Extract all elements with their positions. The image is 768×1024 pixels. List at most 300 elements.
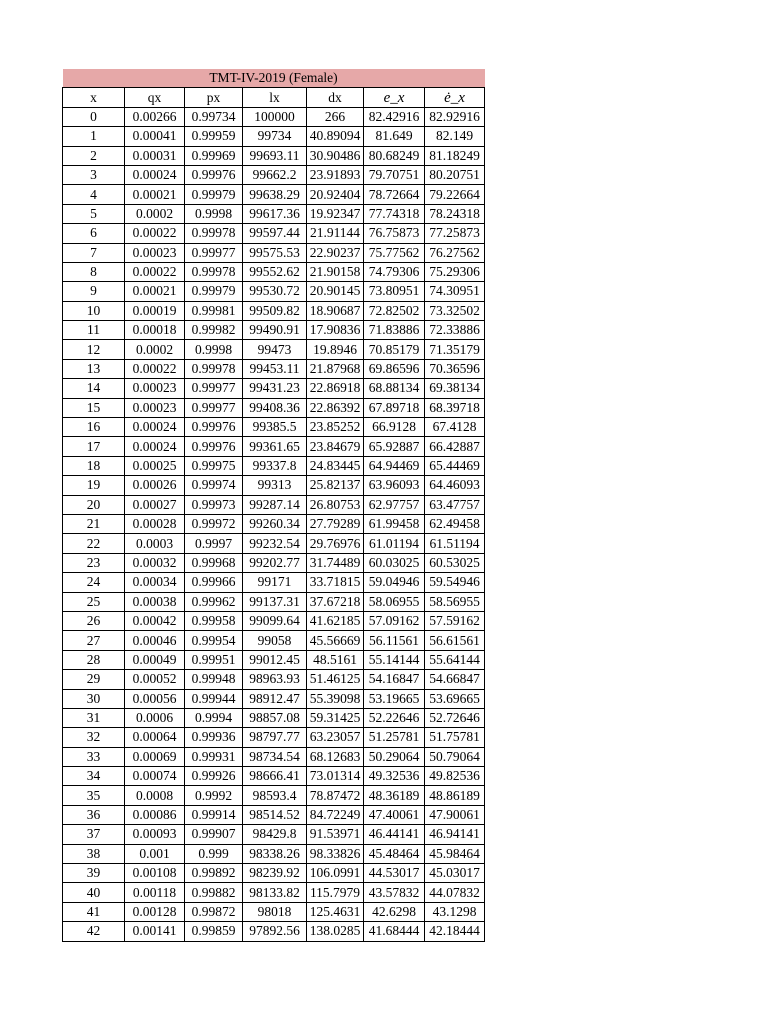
table-cell: 30.90486 bbox=[307, 146, 364, 165]
table-cell: 0.99976 bbox=[185, 418, 243, 437]
table-cell: 0.00086 bbox=[125, 805, 185, 824]
table-cell: 55.14144 bbox=[364, 650, 425, 669]
table-cell: 48.86189 bbox=[425, 786, 485, 805]
table-cell: 99509.82 bbox=[243, 301, 307, 320]
table-cell: 115.7979 bbox=[307, 883, 364, 902]
table-cell: 7 bbox=[63, 243, 125, 262]
table-cell: 0.0006 bbox=[125, 708, 185, 727]
table-cell: 12 bbox=[63, 340, 125, 359]
table-cell: 51.46125 bbox=[307, 670, 364, 689]
table-cell: 66.42887 bbox=[425, 437, 485, 456]
table-cell: 43.1298 bbox=[425, 902, 485, 921]
table-cell: 0.99966 bbox=[185, 573, 243, 592]
table-cell: 0.99975 bbox=[185, 456, 243, 475]
table-body bbox=[63, 107, 485, 941]
table-cell: 45.98464 bbox=[425, 844, 485, 863]
table-cell: 0.00022 bbox=[125, 224, 185, 243]
table-cell: 98239.92 bbox=[243, 864, 307, 883]
table-cell: 0.9992 bbox=[185, 786, 243, 805]
table-cell: 0.99882 bbox=[185, 883, 243, 902]
table-cell: 14 bbox=[63, 379, 125, 398]
table-cell: 30 bbox=[63, 689, 125, 708]
table-cell: 0.99948 bbox=[185, 670, 243, 689]
table-cell: 34 bbox=[63, 767, 125, 786]
table-cell: 45.56669 bbox=[307, 631, 364, 650]
table-cell: 0.99979 bbox=[185, 282, 243, 301]
table-row bbox=[63, 301, 485, 320]
table-cell: 49.82536 bbox=[425, 767, 485, 786]
table-cell: 46.44141 bbox=[364, 825, 425, 844]
table-cell: 0.00049 bbox=[125, 650, 185, 669]
table-cell: 99575.53 bbox=[243, 243, 307, 262]
table-row bbox=[63, 573, 485, 592]
table-cell: 0.9998 bbox=[185, 340, 243, 359]
table-cell: 44.07832 bbox=[425, 883, 485, 902]
table-cell: 0.999 bbox=[185, 844, 243, 863]
table-cell: 0.99977 bbox=[185, 243, 243, 262]
table-cell: 22.90237 bbox=[307, 243, 364, 262]
table-cell: 0.99914 bbox=[185, 805, 243, 824]
table-cell: 19.92347 bbox=[307, 204, 364, 223]
table-cell: 99617.36 bbox=[243, 204, 307, 223]
table-cell: 0.00141 bbox=[125, 922, 185, 941]
table-cell: 0.00024 bbox=[125, 437, 185, 456]
table-cell: 0.0008 bbox=[125, 786, 185, 805]
table-cell: 0.00064 bbox=[125, 728, 185, 747]
table-cell: 71.83886 bbox=[364, 321, 425, 340]
table-cell: 71.35179 bbox=[425, 340, 485, 359]
table-cell: 99385.5 bbox=[243, 418, 307, 437]
table-cell: 0.00266 bbox=[125, 107, 185, 126]
table-cell: 45.48464 bbox=[364, 844, 425, 863]
table-cell: 23.91893 bbox=[307, 165, 364, 184]
table-cell: 63.47757 bbox=[425, 495, 485, 514]
table-cell: 98429.8 bbox=[243, 825, 307, 844]
table-cell: 40 bbox=[63, 883, 125, 902]
table-cell: 44.53017 bbox=[364, 864, 425, 883]
table-cell: 70.36596 bbox=[425, 359, 485, 378]
table-cell: 99473 bbox=[243, 340, 307, 359]
table-cell: 50.79064 bbox=[425, 747, 485, 766]
table-cell: 98338.26 bbox=[243, 844, 307, 863]
table-cell: 59.31425 bbox=[307, 708, 364, 727]
table-cell: 0.00069 bbox=[125, 747, 185, 766]
table-cell: 0.99859 bbox=[185, 922, 243, 941]
table-cell: 99337.8 bbox=[243, 456, 307, 475]
table-cell: 68.88134 bbox=[364, 379, 425, 398]
table-cell: 0.99979 bbox=[185, 185, 243, 204]
table-cell: 3 bbox=[63, 165, 125, 184]
table-cell: 0.00022 bbox=[125, 359, 185, 378]
table-cell: 0.99907 bbox=[185, 825, 243, 844]
table-title: TMT-IV-2019 (Female) bbox=[63, 69, 485, 88]
table-cell: 79.22664 bbox=[425, 185, 485, 204]
table-cell: 51.25781 bbox=[364, 728, 425, 747]
table-cell: 23.85252 bbox=[307, 418, 364, 437]
table-cell: 31 bbox=[63, 708, 125, 727]
table-row bbox=[63, 864, 485, 883]
table-row bbox=[63, 805, 485, 824]
table-cell: 67.89718 bbox=[364, 398, 425, 417]
table-row bbox=[63, 747, 485, 766]
table-cell: 98593.4 bbox=[243, 786, 307, 805]
table-row bbox=[63, 786, 485, 805]
table-cell: 99490.91 bbox=[243, 321, 307, 340]
table-cell: 0.00022 bbox=[125, 262, 185, 281]
table-cell: 0.0002 bbox=[125, 204, 185, 223]
table-cell: 63.96093 bbox=[364, 476, 425, 495]
table-cell: 25.82137 bbox=[307, 476, 364, 495]
table-cell: 63.23057 bbox=[307, 728, 364, 747]
table-cell: 29 bbox=[63, 670, 125, 689]
table-cell: 25 bbox=[63, 592, 125, 611]
table-row bbox=[63, 204, 485, 223]
table-cell: 266 bbox=[307, 107, 364, 126]
table-row bbox=[63, 418, 485, 437]
table-cell: 98797.77 bbox=[243, 728, 307, 747]
table-cell: 22.86392 bbox=[307, 398, 364, 417]
table-cell: 99171 bbox=[243, 573, 307, 592]
table-cell: 138.0285 bbox=[307, 922, 364, 941]
table-cell: 4 bbox=[63, 185, 125, 204]
table-cell: 0.9998 bbox=[185, 204, 243, 223]
col-qx-header: qx bbox=[125, 88, 185, 107]
table-cell: 54.16847 bbox=[364, 670, 425, 689]
table-cell: 0.00074 bbox=[125, 767, 185, 786]
table-cell: 21.91144 bbox=[307, 224, 364, 243]
table-cell: 18.90687 bbox=[307, 301, 364, 320]
table-cell: 0.0003 bbox=[125, 534, 185, 553]
table-row bbox=[63, 767, 485, 786]
table-cell: 0.99962 bbox=[185, 592, 243, 611]
table-row bbox=[63, 534, 485, 553]
table-row bbox=[63, 340, 485, 359]
table-cell: 9 bbox=[63, 282, 125, 301]
table-cell: 27.79289 bbox=[307, 514, 364, 533]
table-cell: 40.89094 bbox=[307, 127, 364, 146]
table-cell: 0.001 bbox=[125, 844, 185, 863]
table-cell: 99012.45 bbox=[243, 650, 307, 669]
table-cell: 0.99977 bbox=[185, 398, 243, 417]
col-lx-header: lx bbox=[243, 88, 307, 107]
table-row bbox=[63, 631, 485, 650]
table-row bbox=[63, 670, 485, 689]
table-cell: 0.99976 bbox=[185, 437, 243, 456]
table-cell: 0.00028 bbox=[125, 514, 185, 533]
table-cell: 55.39098 bbox=[307, 689, 364, 708]
table-cell: 78.72664 bbox=[364, 185, 425, 204]
table-cell: 45.03017 bbox=[425, 864, 485, 883]
table-cell: 0.99982 bbox=[185, 321, 243, 340]
table-cell: 0.00019 bbox=[125, 301, 185, 320]
table-cell: 17 bbox=[63, 437, 125, 456]
table-cell: 99431.23 bbox=[243, 379, 307, 398]
table-cell: 23 bbox=[63, 553, 125, 572]
table-cell: 0.99892 bbox=[185, 864, 243, 883]
table-row bbox=[63, 476, 485, 495]
table-cell: 100000 bbox=[243, 107, 307, 126]
table-row bbox=[63, 359, 485, 378]
table-cell: 80.68249 bbox=[364, 146, 425, 165]
table-cell: 28 bbox=[63, 650, 125, 669]
table-cell: 99099.64 bbox=[243, 611, 307, 630]
table-cell: 82.92916 bbox=[425, 107, 485, 126]
table-cell: 47.90061 bbox=[425, 805, 485, 824]
table-cell: 76.27562 bbox=[425, 243, 485, 262]
table-cell: 61.51194 bbox=[425, 534, 485, 553]
table-cell: 73.80951 bbox=[364, 282, 425, 301]
table-cell: 99408.36 bbox=[243, 398, 307, 417]
table-cell: 11 bbox=[63, 321, 125, 340]
table-cell: 99058 bbox=[243, 631, 307, 650]
table-cell: 0.99936 bbox=[185, 728, 243, 747]
table-cell: 99662.2 bbox=[243, 165, 307, 184]
table-row bbox=[63, 650, 485, 669]
table-cell: 0.00128 bbox=[125, 902, 185, 921]
table-cell: 75.77562 bbox=[364, 243, 425, 262]
table-row bbox=[63, 224, 485, 243]
table-cell: 56.11561 bbox=[364, 631, 425, 650]
table-cell: 98734.54 bbox=[243, 747, 307, 766]
table-cell: 66.9128 bbox=[364, 418, 425, 437]
table-cell: 0.00108 bbox=[125, 864, 185, 883]
table-cell: 53.19665 bbox=[364, 689, 425, 708]
table-cell: 91.53971 bbox=[307, 825, 364, 844]
table-cell: 21.87968 bbox=[307, 359, 364, 378]
col-x-header: x bbox=[63, 88, 125, 107]
table-cell: 0.00021 bbox=[125, 185, 185, 204]
table-cell: 0.00023 bbox=[125, 398, 185, 417]
table-cell: 0.99972 bbox=[185, 514, 243, 533]
table-cell: 23.84679 bbox=[307, 437, 364, 456]
table-row bbox=[63, 398, 485, 417]
table-cell: 0.99978 bbox=[185, 359, 243, 378]
table-cell: 74.30951 bbox=[425, 282, 485, 301]
table-cell: 99530.72 bbox=[243, 282, 307, 301]
table-cell: 5 bbox=[63, 204, 125, 223]
table-cell: 0.99954 bbox=[185, 631, 243, 650]
table-cell: 60.03025 bbox=[364, 553, 425, 572]
table-cell: 98666.41 bbox=[243, 767, 307, 786]
table-cell: 41.68444 bbox=[364, 922, 425, 941]
table-cell: 0.99978 bbox=[185, 224, 243, 243]
table-cell: 99453.11 bbox=[243, 359, 307, 378]
table-cell: 24 bbox=[63, 573, 125, 592]
table-cell: 78.24318 bbox=[425, 204, 485, 223]
table-cell: 49.32536 bbox=[364, 767, 425, 786]
table-cell: 0.99944 bbox=[185, 689, 243, 708]
table-cell: 17.90836 bbox=[307, 321, 364, 340]
table-cell: 80.20751 bbox=[425, 165, 485, 184]
table-cell: 0.00118 bbox=[125, 883, 185, 902]
table-cell: 0.99969 bbox=[185, 146, 243, 165]
table-cell: 35 bbox=[63, 786, 125, 805]
table-cell: 55.64144 bbox=[425, 650, 485, 669]
table-cell: 0.0002 bbox=[125, 340, 185, 359]
table-cell: 74.79306 bbox=[364, 262, 425, 281]
table-cell: 0.00024 bbox=[125, 165, 185, 184]
table-row bbox=[63, 456, 485, 475]
table-cell: 0.9994 bbox=[185, 708, 243, 727]
col-ex-dot-header: ė_x bbox=[425, 88, 485, 107]
table-cell: 65.92887 bbox=[364, 437, 425, 456]
table-cell: 98857.08 bbox=[243, 708, 307, 727]
table-cell: 81.18249 bbox=[425, 146, 485, 165]
table-row bbox=[63, 902, 485, 921]
table-cell: 99638.29 bbox=[243, 185, 307, 204]
table-cell: 98963.93 bbox=[243, 670, 307, 689]
table-cell: 22 bbox=[63, 534, 125, 553]
table-cell: 82.42916 bbox=[364, 107, 425, 126]
table-cell: 37.67218 bbox=[307, 592, 364, 611]
table-cell: 0.00032 bbox=[125, 553, 185, 572]
table-cell: 99734 bbox=[243, 127, 307, 146]
table-cell: 50.29064 bbox=[364, 747, 425, 766]
table-cell: 41.62185 bbox=[307, 611, 364, 630]
table-cell: 0.99959 bbox=[185, 127, 243, 146]
table-cell: 21.90158 bbox=[307, 262, 364, 281]
table-cell: 0.00042 bbox=[125, 611, 185, 630]
table-cell: 77.74318 bbox=[364, 204, 425, 223]
table-row bbox=[63, 185, 485, 204]
table-cell: 0.99951 bbox=[185, 650, 243, 669]
table-cell: 20.92404 bbox=[307, 185, 364, 204]
table-row bbox=[63, 243, 485, 262]
table-cell: 62.49458 bbox=[425, 514, 485, 533]
table-row bbox=[63, 262, 485, 281]
table-cell: 61.99458 bbox=[364, 514, 425, 533]
table-cell: 41 bbox=[63, 902, 125, 921]
table-cell: 99232.54 bbox=[243, 534, 307, 553]
table-cell: 0 bbox=[63, 107, 125, 126]
table-cell: 53.69665 bbox=[425, 689, 485, 708]
table-cell: 81.649 bbox=[364, 127, 425, 146]
table-cell: 72.82502 bbox=[364, 301, 425, 320]
table-cell: 75.29306 bbox=[425, 262, 485, 281]
table-cell: 84.72249 bbox=[307, 805, 364, 824]
table-cell: 97892.56 bbox=[243, 922, 307, 941]
table-cell: 64.94469 bbox=[364, 456, 425, 475]
table-cell: 33 bbox=[63, 747, 125, 766]
table-cell: 69.38134 bbox=[425, 379, 485, 398]
table-cell: 33.71815 bbox=[307, 573, 364, 592]
table-cell: 0.99958 bbox=[185, 611, 243, 630]
table-row bbox=[63, 844, 485, 863]
table-cell: 54.66847 bbox=[425, 670, 485, 689]
table-cell: 32 bbox=[63, 728, 125, 747]
table-cell: 42.18444 bbox=[425, 922, 485, 941]
table-cell: 0.00056 bbox=[125, 689, 185, 708]
table-cell: 125.4631 bbox=[307, 902, 364, 921]
table-cell: 18 bbox=[63, 456, 125, 475]
table-cell: 46.94141 bbox=[425, 825, 485, 844]
table-cell: 48.5161 bbox=[307, 650, 364, 669]
table-cell: 59.54946 bbox=[425, 573, 485, 592]
table-cell: 78.87472 bbox=[307, 786, 364, 805]
table-cell: 0.00038 bbox=[125, 592, 185, 611]
table-cell: 57.09162 bbox=[364, 611, 425, 630]
table-cell: 79.70751 bbox=[364, 165, 425, 184]
table-cell: 10 bbox=[63, 301, 125, 320]
table-cell: 99693.11 bbox=[243, 146, 307, 165]
table-cell: 98912.47 bbox=[243, 689, 307, 708]
table-cell: 68.39718 bbox=[425, 398, 485, 417]
table-cell: 38 bbox=[63, 844, 125, 863]
table-cell: 2 bbox=[63, 146, 125, 165]
table-cell: 0.00034 bbox=[125, 573, 185, 592]
table-cell: 0.99926 bbox=[185, 767, 243, 786]
table-cell: 0.00026 bbox=[125, 476, 185, 495]
table-row bbox=[63, 495, 485, 514]
table-cell: 39 bbox=[63, 864, 125, 883]
table-cell: 69.86596 bbox=[364, 359, 425, 378]
table-cell: 26.80753 bbox=[307, 495, 364, 514]
table-cell: 43.57832 bbox=[364, 883, 425, 902]
table-row bbox=[63, 146, 485, 165]
table-cell: 51.75781 bbox=[425, 728, 485, 747]
table-cell: 76.75873 bbox=[364, 224, 425, 243]
table-cell: 77.25873 bbox=[425, 224, 485, 243]
table-cell: 31.74489 bbox=[307, 553, 364, 572]
table-cell: 0.00018 bbox=[125, 321, 185, 340]
table-cell: 98133.82 bbox=[243, 883, 307, 902]
header-row bbox=[63, 88, 485, 107]
table-cell: 61.01194 bbox=[364, 534, 425, 553]
table-cell: 106.0991 bbox=[307, 864, 364, 883]
table-cell: 0.99981 bbox=[185, 301, 243, 320]
table-cell: 98514.52 bbox=[243, 805, 307, 824]
col-dx-header: dx bbox=[307, 88, 364, 107]
table-cell: 98.33826 bbox=[307, 844, 364, 863]
title-row bbox=[63, 69, 485, 88]
table-cell: 0.00021 bbox=[125, 282, 185, 301]
table-cell: 99361.65 bbox=[243, 437, 307, 456]
table-cell: 0.00041 bbox=[125, 127, 185, 146]
table-cell: 37 bbox=[63, 825, 125, 844]
table-row bbox=[63, 379, 485, 398]
table-cell: 72.33886 bbox=[425, 321, 485, 340]
table-cell: 0.99978 bbox=[185, 262, 243, 281]
table-cell: 58.56955 bbox=[425, 592, 485, 611]
table-cell: 0.99976 bbox=[185, 165, 243, 184]
table-cell: 52.22646 bbox=[364, 708, 425, 727]
table-cell: 0.00031 bbox=[125, 146, 185, 165]
table-cell: 0.00024 bbox=[125, 418, 185, 437]
table-cell: 99313 bbox=[243, 476, 307, 495]
table-cell: 20.90145 bbox=[307, 282, 364, 301]
table-cell: 15 bbox=[63, 398, 125, 417]
table-cell: 59.04946 bbox=[364, 573, 425, 592]
table-cell: 64.46093 bbox=[425, 476, 485, 495]
table-cell: 24.83445 bbox=[307, 456, 364, 475]
table-cell: 0.00052 bbox=[125, 670, 185, 689]
table-cell: 20 bbox=[63, 495, 125, 514]
table-row bbox=[63, 165, 485, 184]
table-cell: 26 bbox=[63, 611, 125, 630]
table-cell: 0.99968 bbox=[185, 553, 243, 572]
table-cell: 99260.34 bbox=[243, 514, 307, 533]
table-cell: 73.01314 bbox=[307, 767, 364, 786]
table-cell: 0.99977 bbox=[185, 379, 243, 398]
table-cell: 1 bbox=[63, 127, 125, 146]
table-cell: 29.76976 bbox=[307, 534, 364, 553]
table-cell: 99202.77 bbox=[243, 553, 307, 572]
table-cell: 19.8946 bbox=[307, 340, 364, 359]
table-cell: 82.149 bbox=[425, 127, 485, 146]
table-cell: 19 bbox=[63, 476, 125, 495]
table-cell: 52.72646 bbox=[425, 708, 485, 727]
table-cell: 0.00023 bbox=[125, 243, 185, 262]
